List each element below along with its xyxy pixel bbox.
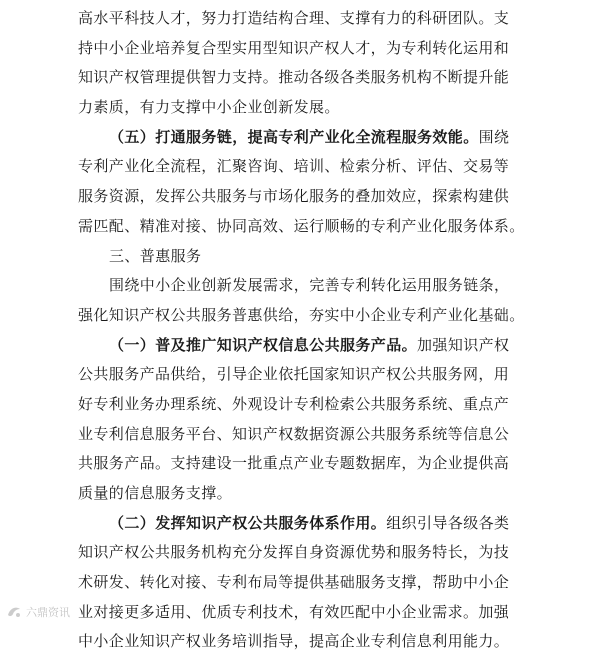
paragraph-line [78,479,583,509]
subsection-heading: （五）打通服务链，提高专利产业化全流程服务效能。 [109,127,479,146]
line-text: 组织引导各级各类 [386,513,510,532]
section-heading [78,242,583,272]
subsection-heading: （二）发挥知识产权公共服务体系作用。 [109,513,387,532]
line-text: 知识产权公共服务机构充分发挥自身资源优势和服务特长，为技 [78,543,510,562]
paragraph-line [78,301,583,331]
line-text: 持中小企业培养复合型实用型知识产权人才，为专利转化运用和 [78,38,510,57]
paragraph-line [78,212,583,242]
paragraph-line [78,271,583,301]
paragraph-line [78,63,583,93]
line-text: 公共服务产品供给，引导企业依托国家知识产权公共服务网，用 [78,365,510,384]
watermark [6,604,70,620]
line-text: 加强知识产权 [417,335,510,354]
watermark-logo-icon [6,605,22,619]
line-text: 服务资源，发挥公共服务与市场化服务的叠加效应，探索构建供 [78,187,510,206]
paragraph-line-with-subheading [78,509,583,539]
subsection-heading: （一）普及推广知识产权信息公共服务产品。 [109,335,418,354]
line-text: 业对接更多适用、优质专利技术，有效匹配中小企业需求。加强 [78,602,510,621]
document-body [78,4,583,657]
line-text: 专利产业化全流程，汇聚咨询、培训、检索分析、评估、交易等 [78,157,510,176]
paragraph-line [78,390,583,420]
line-text: 术研发、转化对接、专利布局等提供基础服务支撑，帮助中小企 [78,573,510,592]
paragraph-line [78,182,583,212]
line-text: 围绕中小企业创新发展需求，完善专利转化运用服务链条， [109,276,510,295]
watermark-text: 六鼎资讯 [26,606,70,619]
paragraph-line [78,4,583,34]
paragraph-line [78,449,583,479]
line-text: 中小企业知识产权业务培训指导，提高企业专利信息利用能力。 [78,632,510,651]
line-text: 需匹配、精准对接、协同高效、运行顺畅的专利产业化服务体系。 [78,216,525,235]
paragraph-line [78,568,583,598]
line-text: 强化知识产权公共服务普惠供给，夯实中小企业专利产业化基础。 [78,305,525,324]
section-heading-text: 三、普惠服务 [109,246,202,265]
paragraph-line [78,152,583,182]
paragraph-line [78,420,583,450]
paragraph-line [78,93,583,123]
paragraph-line [78,360,583,390]
paragraph-line [78,34,583,64]
paragraph-line-with-subheading [78,331,583,361]
line-text: 力素质，有力支撑中小企业创新发展。 [78,98,340,117]
line-text: 知识产权管理提供智力支持。推动各级各类服务机构不断提升能 [78,68,510,87]
line-text: 质量的信息服务支撑。 [78,484,233,502]
paragraph-line [78,598,583,628]
paragraph-line [78,627,583,657]
line-text: 业专利信息服务平台、知识产权数据资源公共服务系统等信息公 [78,424,510,443]
paragraph-line [78,538,583,568]
line-text: 好专利业务办理系统、外观设计专利检索公共服务系统、重点产 [78,394,510,413]
line-text: 高水平科技人才，努力打造结构合理、支撑有力的科研团队。支 [78,9,510,27]
paragraph-line-with-subheading [78,123,583,153]
line-text: 围绕 [478,127,510,146]
line-text: 共服务产品。支持建设一批重点产业专题数据库，为企业提供高 [78,454,510,473]
